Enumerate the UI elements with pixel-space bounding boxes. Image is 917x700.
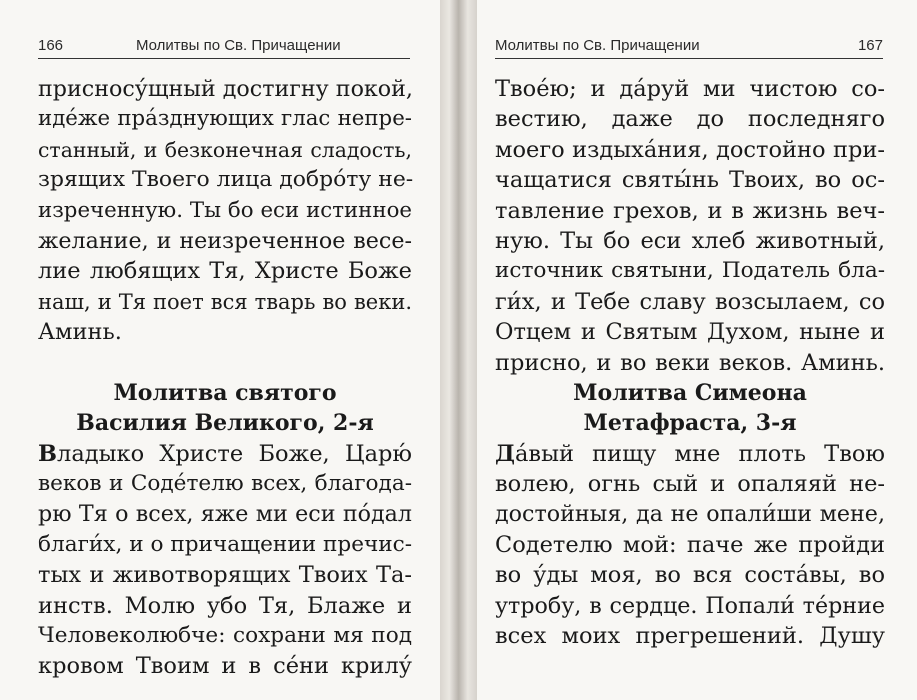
running-title-right: Молитвы по Св. Причащении [495, 37, 700, 54]
prayer-heading-line: Василия Великого, 2-я [76, 410, 374, 437]
text-line-with-dropcap [495, 439, 885, 469]
prayer-heading-line: Молитва Симеона [573, 379, 807, 406]
text-line: Человеколюбче: сохрани мя под [38, 623, 412, 649]
text-line: кровом Твоим и в се́ни крилу́ [38, 653, 412, 680]
text-line: достойныя, да не опали́ши мене, [495, 501, 885, 528]
text-line: волею, огнь сый и опаляяй не- [495, 471, 885, 498]
prayer-heading-line: Молитва святого [113, 379, 337, 406]
running-head-right [495, 34, 883, 58]
text-line: присносу́щный достигну покой, [38, 76, 413, 102]
text-line: веков и Соде́телю всех, благода- [38, 471, 412, 497]
text-line: иде́же пра́зднующих глас непре- [38, 106, 412, 132]
drop-cap: В [38, 440, 58, 467]
text-line: Аминь. [38, 319, 122, 346]
right-page [477, 0, 917, 700]
text-line-with-dropcap [38, 439, 412, 469]
running-head-left [38, 34, 408, 58]
text-line: зрящих Твоего лица добро́ту не- [38, 167, 414, 193]
text-line: тых и животворящих Твоих Та- [38, 562, 412, 589]
text-line: лие любящих Тя, Христе Боже [38, 258, 412, 285]
page-number-right: 167 [857, 37, 883, 54]
text-block-left [38, 74, 412, 682]
text-line: источник святыни, Податель бла- [495, 258, 885, 284]
text-line: наш, и Тя поет вся тварь во веки. [38, 289, 412, 314]
text-line: чащатися святы́нь Твоих, во ос- [495, 167, 885, 194]
text-line: моего издыха́ния, достойно при- [495, 136, 885, 163]
page-number-left: 166 [38, 37, 64, 54]
text-line: изреченную. Ты бо еси истинное [38, 197, 412, 223]
text-line: всех моих прегрешений. Душу [495, 623, 885, 650]
text-line: станный, и безконечная сладость, [38, 137, 412, 162]
text-line: Отцем и Святым Духом, ныне и [495, 319, 885, 346]
header-rule-right [495, 58, 883, 59]
text-line: утробу, в сердце. Попали́ те́рние [495, 592, 885, 619]
text-line: во у́ды моя, во вся соста́вы, во [495, 562, 885, 589]
drop-cap: Д [495, 440, 516, 467]
text-line-rest: а́вый пищу мне плоть Твою [515, 440, 885, 467]
text-line: Содетелю мой: паче же пройди [495, 531, 885, 558]
prayer-heading-line: Метафраста, 3-я [583, 410, 797, 437]
text-line: вестию, даже до последняго [495, 106, 885, 133]
text-line: рю Тя о всех, яже ми еси по́дал [38, 501, 412, 528]
text-block-right [495, 74, 885, 651]
text-line: желание, и неизреченное весе- [38, 227, 412, 254]
text-line: ги́х, и Тебе славу возсылаем, со [495, 288, 885, 315]
running-title-left: Молитвы по Св. Причащении [136, 37, 341, 54]
text-line: благи́х, и о причащении пречис- [38, 531, 413, 557]
text-line: Твое́ю; и да́руй ми чистою со- [495, 76, 885, 102]
text-line-rest: ладыко Христе Боже, Царю́ [57, 440, 412, 467]
left-page [0, 0, 440, 700]
text-line: тавление грехов, и в жизнь веч- [495, 197, 885, 224]
text-line: присно, и во веки веков. Аминь. [495, 349, 885, 376]
paragraph-spacer [38, 348, 412, 378]
text-line: ную. Ты бо еси хлеб животный, [495, 227, 885, 254]
header-rule-left [38, 58, 410, 59]
text-line: инств. Молю убо Тя, Блаже и [38, 592, 412, 619]
book-gutter [440, 0, 477, 700]
